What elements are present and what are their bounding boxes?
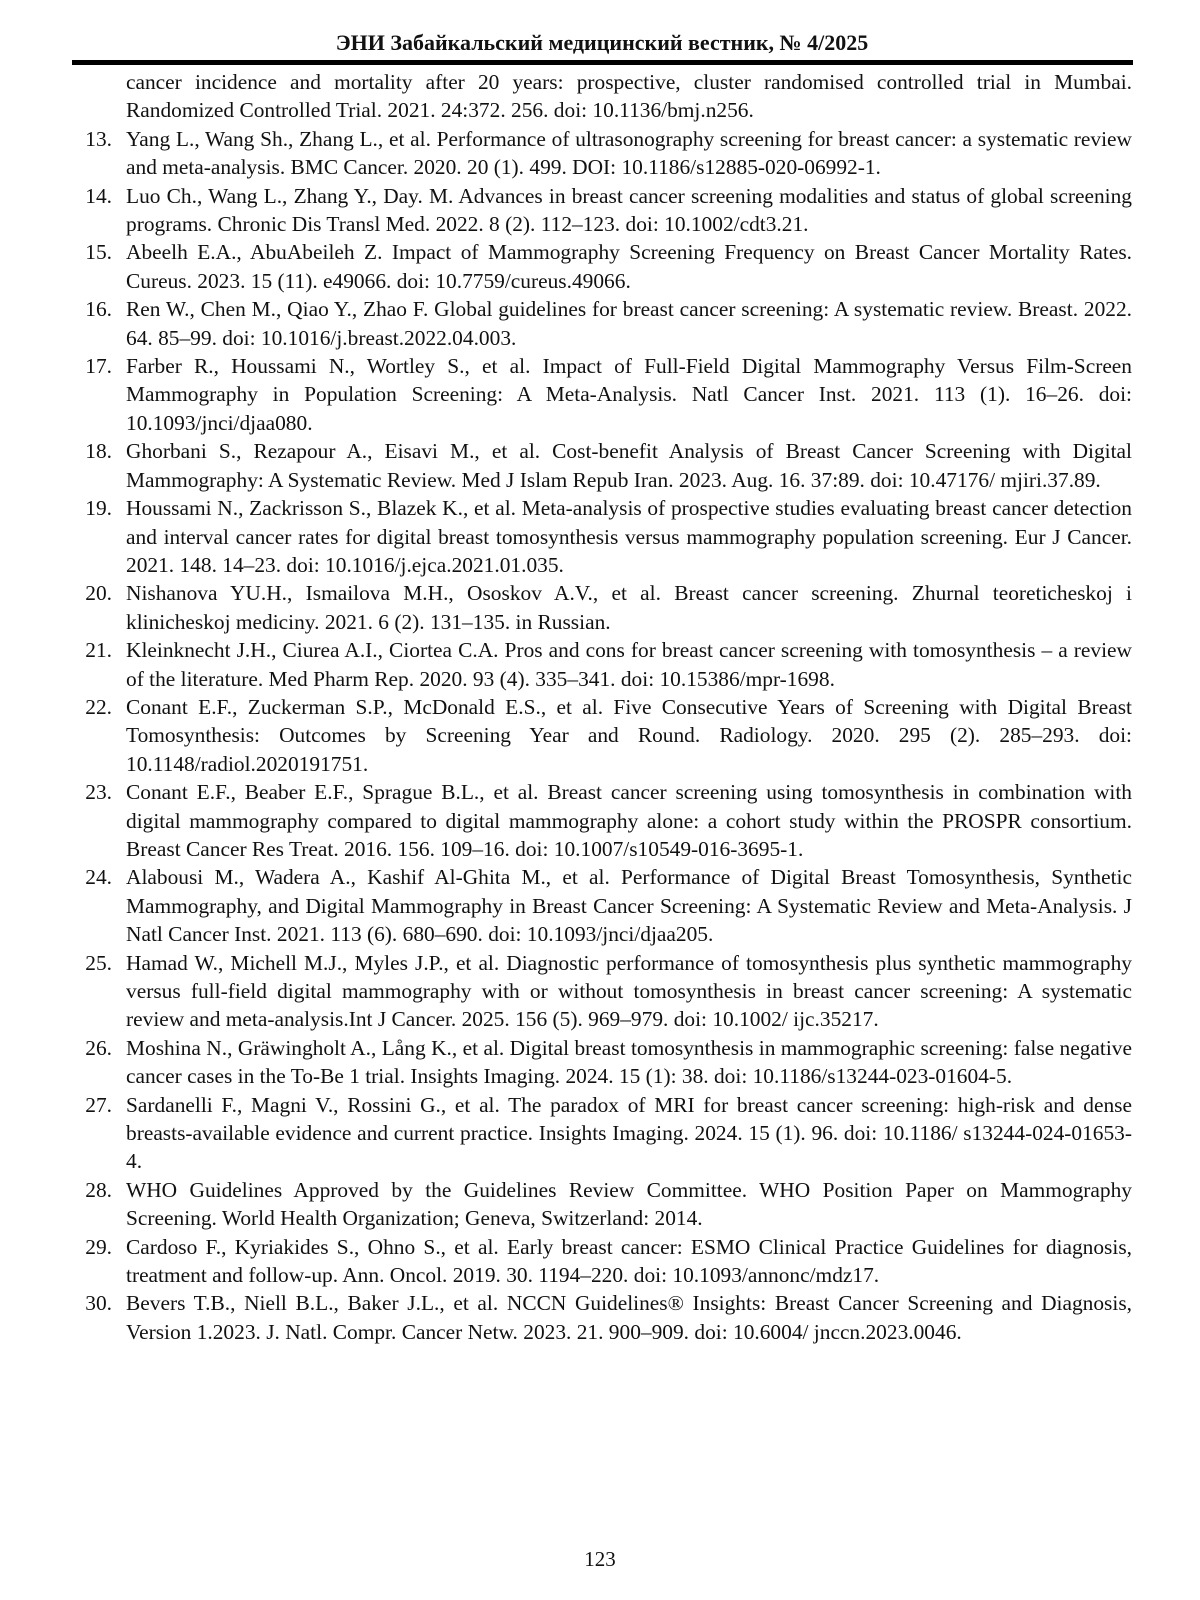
reference-number: 21. (85, 638, 112, 663)
reference-text: Luo Ch., Wang L., Zhang Y., Day. M. Advances in breast cancer screening modalities and status of global screening programs. Chronic Dis Transl Med. 2022. 8 (2). 112–123. doi: 10.1002/cdt3.21. (126, 183, 1132, 237)
reference-item (72, 182, 1132, 239)
reference-number: 30. (85, 1291, 112, 1316)
reference-number: 18. (85, 439, 112, 464)
reference-text: Alabousi M., Wadera A., Kashif Al-Ghita M., et al. Performance of Digital Breast Tomosynthesis, Synthetic Mammography, and Digital Mammography in Breast Cancer Screening: A Systematic Review and Meta-Analysis. J Natl Cancer Inst. 2021. 113 (6). 680–690. doi: 10.1093/jnci/djaa205. (126, 865, 1132, 947)
reference-number: 26. (85, 1035, 112, 1060)
page-number: 123 (584, 1547, 616, 1571)
reference-item (72, 579, 1132, 636)
reference-number: 27. (85, 1092, 112, 1117)
reference-text: Kleinknecht J.H., Ciurea A.I., Ciortea C.A. Pros and cons for breast cancer screening with tomosynthesis – a review of the literature. Med Pharm Rep. 2020. 93 (4). 335–341. doi: 10.15386/mpr-1698. (126, 638, 1132, 691)
reference-text: Cardoso F., Kyriakides S., Ohno S., et al. Early breast cancer: ESMO Clinical Practice Guidelines for diagnosis, treatment and follow-up. Ann. Oncol. 2019. 30. 1194–220. doi: 10.1093/annonc/mdz17. (126, 1234, 1132, 1288)
reference-number: 13. (85, 126, 112, 151)
reference-item (72, 1176, 1132, 1233)
reference-number: 24. (85, 865, 112, 890)
reference-item (72, 494, 1132, 579)
reference-item (72, 949, 1132, 1034)
reference-item (72, 1034, 1132, 1091)
reference-item (72, 778, 1132, 863)
reference-text: Ghorbani S., Rezapour A., Eisavi M., et al. Cost-benefit Analysis of Breast Cancer Screening with Digital Mammography: A Systematic Review. Med J Islam Repub Iran. 2023. Aug. 16. 37:89. doi: 10.47176/ mjiri.37.89. (126, 439, 1132, 492)
reference-item (72, 1289, 1132, 1346)
reference-item (72, 863, 1132, 948)
reference-number: 20. (85, 581, 112, 606)
reference-number: 15. (85, 240, 112, 265)
reference-number: 28. (85, 1177, 112, 1202)
reference-text: Nishanova YU.H., Ismailova M.H., Ososkov A.V., et al. Breast cancer screening. Zhurnal teoreticheskoj i klinicheskoj mediciny. 2021. 6 (2). 131–135. in Russian. (126, 581, 1132, 634)
reference-text: Bevers T.B., Niell B.L., Baker J.L., et al. NCCN Guidelines® Insights: Breast Cancer Screening and Diagnosis, Version 1.2023. J. Natl. Compr. Cancer Netw. 2023. 21. 900–909. doi: 10.6004/ jnccn.2023.0046. (126, 1291, 1132, 1344)
reference-text: Ren W., Chen M., Qiao Y., Zhao F. Global guidelines for breast cancer screening: A systematic review. Breast. 2022. 64. 85–99. doi: 10.1016/j.breast.2022.04.003. (126, 297, 1132, 350)
reference-text: Abeelh E.A., AbuAbeileh Z. Impact of Mammography Screening Frequency on Breast Cancer Mortality Rates. Cureus. 2023. 15 (11). e49066. doi: 10.7759/cureus.49066. (126, 240, 1132, 293)
reference-text: Farber R., Houssami N., Wortley S., et al. Impact of Full-Field Digital Mammography Versus Film-Screen Mammography in Population Screening: A Meta-Analysis. Natl Cancer Inst. 2021. 113 (1). 16–26. doi: 10.1093/jnci/djaa080. (126, 354, 1132, 435)
reference-number: 23. (85, 780, 112, 805)
reference-list (72, 68, 1132, 1346)
reference-item (72, 238, 1132, 295)
header-rule (72, 60, 1133, 65)
reference-text: Sardanelli F., Magni V., Rossini G., et al. The paradox of MRI for breast cancer screening: high-risk and dense breasts-available evidence and current practice. Insights Imaging. 2024. 15 (1). 96. doi: 10.1186/ s13244-024-01653-4. (126, 1092, 1132, 1174)
reference-text: Moshina N., Gräwingholt A., Lång K., et al. Digital breast tomosynthesis in mammographic screening: false negative cancer cases in the To-Be 1 trial. Insights Imaging. 2024. 15 (1): 38. doi: 10.1186/s13244-023-01604-5. (126, 1035, 1132, 1089)
reference-item (72, 636, 1132, 693)
reference-item (72, 352, 1132, 437)
reference-continuation-text: cancer incidence and mortality after 20 years: prospective, cluster randomised controlled trial in Mumbai. Randomized Controlled Trial. 2021. 24:372. 256. doi: 10.1136/bmj.n256. (126, 70, 1132, 123)
running-head: ЭНИ Забайкальский медицинский вестник, № 4/2025 (335, 30, 869, 55)
reference-text: Houssami N., Zackrisson S., Blazek K., et al. Meta-analysis of prospective studies evaluating breast cancer detection and interval cancer rates for digital breast tomosynthesis versus mammography population screening. Eur J Cancer. 2021. 148. 14–23. doi: 10.1016/j.ejca.2021.01.035. (126, 496, 1132, 577)
reference-number: 29. (85, 1234, 112, 1259)
reference-item (72, 295, 1132, 352)
reference-item (72, 125, 1132, 182)
reference-number: 14. (85, 183, 112, 208)
reference-number: 25. (85, 950, 112, 975)
reference-text: Hamad W., Michell M.J., Myles J.P., et al. Diagnostic performance of tomosynthesis plus synthetic mammography versus full-field digital mammography with or without tomosynthesis in breast cancer screening: A systematic review and meta-analysis.Int J Cancer. 2025. 156 (5). 969–979. doi: 10.1002/ ijc.35217. (126, 950, 1132, 1032)
reference-number: 17. (85, 354, 112, 379)
reference-text: Conant E.F., Beaber E.F., Sprague B.L., et al. Breast cancer screening using tomosynthesis in combination with digital mammography compared to digital mammography alone: a cohort study within the PROSPR consortium. Breast Cancer Res Treat. 2016. 156. 109–16. doi: 10.1007/s10549-016-3695-1. (126, 780, 1132, 861)
reference-continuation (72, 68, 1132, 125)
reference-number: 16. (85, 297, 112, 322)
reference-item (72, 693, 1132, 778)
reference-item (72, 1233, 1132, 1290)
reference-item (72, 1091, 1132, 1176)
reference-text: Yang L., Wang Sh., Zhang L., et al. Performance of ultrasonography screening for breast cancer: a systematic review and meta-analysis. BMC Cancer. 2020. 20 (1). 499. DOI: 10.1186/s12885-020-06992-1. (126, 126, 1132, 180)
reference-item (72, 437, 1132, 494)
reference-text: Conant E.F., Zuckerman S.P., McDonald E.S., et al. Five Consecutive Years of Screening with Digital Breast Tomosynthesis: Outcomes by Screening Year and Round. Radiology. 2020. 295 (2). 285–293. doi: 10.1148/radiol.2020191751. (126, 694, 1132, 776)
reference-number: 19. (85, 496, 112, 521)
reference-number: 22. (85, 694, 112, 719)
reference-text: WHO Guidelines Approved by the Guidelines Review Committee. WHO Position Paper on Mammography Screening. World Health Organization; Geneva, Switzerland: 2014. (126, 1177, 1132, 1231)
